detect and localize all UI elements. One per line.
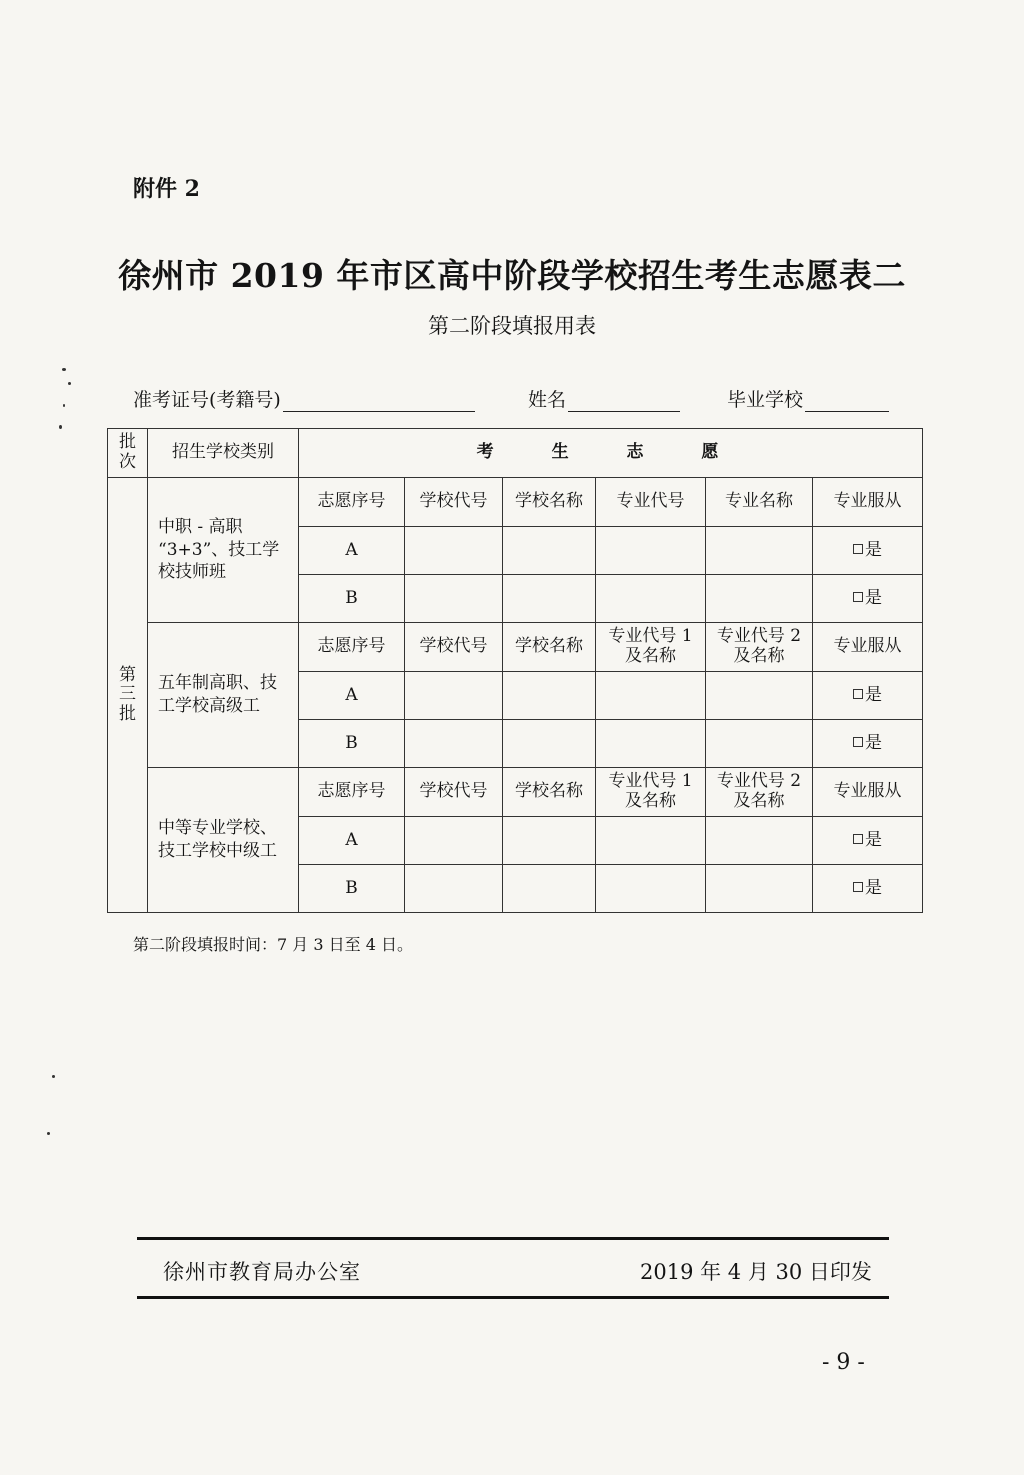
exam-id-blank[interactable] bbox=[283, 389, 475, 412]
major-2-cell[interactable] bbox=[706, 817, 813, 865]
scan-speck bbox=[52, 1075, 55, 1078]
wish-order: B bbox=[299, 865, 405, 913]
scan-speck bbox=[62, 368, 66, 371]
applicant-info-row bbox=[133, 385, 895, 415]
batch-cell bbox=[108, 478, 148, 913]
wish-order: A bbox=[299, 817, 405, 865]
col-major-name: 专业名称 bbox=[706, 478, 813, 527]
major-1-cell[interactable] bbox=[596, 672, 706, 720]
yes-label: 是 bbox=[865, 684, 883, 705]
section-2-category-text: 五年制高职、技工学校高级工 bbox=[158, 673, 277, 716]
col-major-code: 专业代号 bbox=[596, 478, 706, 527]
section-3-header-row bbox=[108, 768, 923, 817]
school-code-cell[interactable] bbox=[405, 817, 503, 865]
section-2-header-row bbox=[108, 623, 923, 672]
school-name-cell[interactable] bbox=[503, 817, 596, 865]
major-name-cell[interactable] bbox=[706, 527, 813, 575]
issuing-office: 徐州市教育局办公室 bbox=[163, 1260, 361, 1284]
scan-speck bbox=[68, 382, 71, 385]
form-title: 徐州市 2019 年市区高中阶段学校招生考生志愿表二 bbox=[118, 256, 906, 295]
obey-cell bbox=[813, 575, 923, 623]
obey-cell bbox=[813, 865, 923, 913]
name-field[interactable] bbox=[528, 385, 680, 412]
footer-top-rule bbox=[137, 1237, 889, 1240]
checkbox[interactable] bbox=[853, 689, 863, 699]
graduated-school-blank[interactable] bbox=[805, 389, 889, 412]
checkbox[interactable] bbox=[853, 544, 863, 554]
school-code-cell[interactable] bbox=[405, 527, 503, 575]
col-wish-no: 志愿序号 bbox=[299, 623, 405, 672]
major-2-cell[interactable] bbox=[706, 865, 813, 913]
name-label: 姓名 bbox=[528, 389, 567, 411]
col-major-obey: 专业服从 bbox=[813, 478, 923, 527]
col-wish-no: 志愿序号 bbox=[299, 768, 405, 817]
batch-name: 第三批 bbox=[119, 664, 136, 724]
obey-cell bbox=[813, 527, 923, 575]
exam-id-field[interactable] bbox=[133, 385, 475, 412]
major-2-cell[interactable] bbox=[706, 672, 813, 720]
wish-form-table bbox=[107, 428, 923, 913]
school-name-cell[interactable] bbox=[503, 527, 596, 575]
form-subtitle: 第二阶段填报用表 bbox=[428, 314, 596, 338]
obey-cell bbox=[813, 817, 923, 865]
attachment-label: 附件 2 bbox=[133, 176, 200, 202]
name-blank[interactable] bbox=[568, 389, 680, 412]
yes-label: 是 bbox=[865, 587, 883, 608]
yes-label: 是 bbox=[865, 829, 883, 850]
school-code-cell[interactable] bbox=[405, 720, 503, 768]
col-major-code-1: 专业代号 1 及名称 bbox=[596, 623, 706, 672]
checkbox[interactable] bbox=[853, 882, 863, 892]
section-1-category-text: 中职 - 高职 “3+3”、技工学校技师班 bbox=[158, 516, 280, 583]
wish-order: A bbox=[299, 672, 405, 720]
yes-label: 是 bbox=[865, 539, 883, 560]
col-school-name: 学校名称 bbox=[503, 623, 596, 672]
major-1-cell[interactable] bbox=[596, 817, 706, 865]
col-wish-no: 志愿序号 bbox=[299, 478, 405, 527]
major-1-cell[interactable] bbox=[596, 720, 706, 768]
page-number: - 9 - bbox=[822, 1350, 865, 1375]
major-code-cell[interactable] bbox=[596, 527, 706, 575]
batch-header bbox=[108, 429, 148, 478]
table-header-row bbox=[108, 429, 923, 478]
col-school-name: 学校名称 bbox=[503, 478, 596, 527]
school-name-cell[interactable] bbox=[503, 672, 596, 720]
section-3-category bbox=[148, 768, 299, 913]
checkbox[interactable] bbox=[853, 592, 863, 602]
col-major-code-2: 专业代号 2 及名称 bbox=[706, 768, 813, 817]
school-code-cell[interactable] bbox=[405, 865, 503, 913]
batch-header-text: 批次 bbox=[119, 432, 136, 472]
col-major-obey: 专业服从 bbox=[813, 768, 923, 817]
col-school-code: 学校代号 bbox=[405, 623, 503, 672]
yes-label: 是 bbox=[865, 877, 883, 898]
school-name-cell[interactable] bbox=[503, 865, 596, 913]
wish-order: B bbox=[299, 720, 405, 768]
yes-label: 是 bbox=[865, 732, 883, 753]
col-school-code: 学校代号 bbox=[405, 768, 503, 817]
wish-header: 考 生 志 愿 bbox=[299, 429, 923, 478]
scan-speck bbox=[59, 425, 62, 429]
school-name-cell[interactable] bbox=[503, 720, 596, 768]
section-1-category bbox=[148, 478, 299, 623]
filling-time-note: 第二阶段填报时间：7 月 3 日至 4 日。 bbox=[133, 935, 413, 954]
category-header: 招生学校类别 bbox=[148, 429, 299, 478]
col-school-name: 学校名称 bbox=[503, 768, 596, 817]
checkbox[interactable] bbox=[853, 737, 863, 747]
col-major-code-2: 专业代号 2 及名称 bbox=[706, 623, 813, 672]
footer-bottom-rule bbox=[137, 1296, 889, 1299]
checkbox[interactable] bbox=[853, 834, 863, 844]
col-major-code-1: 专业代号 1 及名称 bbox=[596, 768, 706, 817]
section-1-header-row bbox=[108, 478, 923, 527]
obey-cell bbox=[813, 672, 923, 720]
col-school-code: 学校代号 bbox=[405, 478, 503, 527]
major-2-cell[interactable] bbox=[706, 720, 813, 768]
major-code-cell[interactable] bbox=[596, 575, 706, 623]
school-name-cell[interactable] bbox=[503, 575, 596, 623]
section-2-category bbox=[148, 623, 299, 768]
major-name-cell[interactable] bbox=[706, 575, 813, 623]
wish-order: B bbox=[299, 575, 405, 623]
issue-date: 2019 年 4 月 30 日印发 bbox=[640, 1260, 872, 1284]
obey-cell bbox=[813, 720, 923, 768]
graduated-school-label: 毕业学校 bbox=[727, 389, 804, 411]
graduated-school-field[interactable] bbox=[727, 385, 889, 412]
scan-speck bbox=[47, 1132, 50, 1135]
school-code-cell[interactable] bbox=[405, 575, 503, 623]
school-code-cell[interactable] bbox=[405, 672, 503, 720]
scan-speck bbox=[63, 404, 65, 407]
major-1-cell[interactable] bbox=[596, 865, 706, 913]
col-major-obey: 专业服从 bbox=[813, 623, 923, 672]
wish-order: A bbox=[299, 527, 405, 575]
exam-id-label: 准考证号(考籍号) bbox=[133, 389, 281, 411]
section-3-category-text: 中等专业学校、技工学校中级工 bbox=[158, 818, 277, 861]
